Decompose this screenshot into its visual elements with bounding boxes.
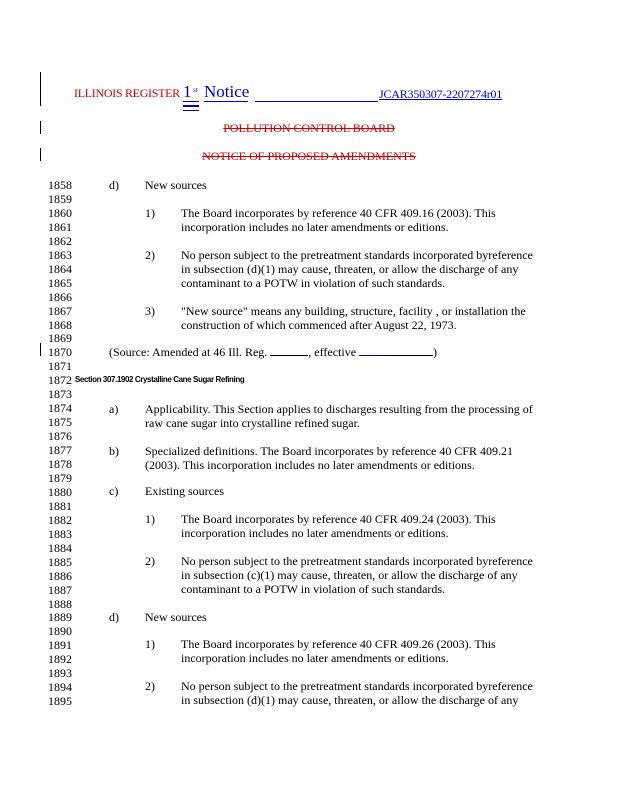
line-number: 1861 xyxy=(48,219,72,234)
line-number: 1876 xyxy=(48,429,72,444)
item-label: 2) xyxy=(145,248,155,262)
blank-volume xyxy=(270,345,308,356)
line-number: 1875 xyxy=(48,415,72,430)
notice-title: NOTICE OF PROPOSED AMENDMENTS xyxy=(202,149,416,163)
line-number: 1872 xyxy=(48,373,72,388)
line-number: 1867 xyxy=(48,303,72,318)
line-number: 1860 xyxy=(48,205,72,220)
item-text: contaminant to a POTW in violation of such standards. xyxy=(181,276,446,290)
section-heading: Section 307.1902 Crystalline Cane Sugar Refining xyxy=(75,375,245,384)
item-label: 1) xyxy=(145,637,155,651)
item-label: 2) xyxy=(145,679,155,693)
line-number: 1883 xyxy=(48,526,72,541)
edition-number: 1 xyxy=(183,82,192,101)
subsection-label: d) xyxy=(109,610,119,624)
line-number: 1871 xyxy=(48,359,72,374)
line-number: 1882 xyxy=(48,512,72,527)
item-text: No person subject to the pretreatment standards incorporated byreference xyxy=(181,554,533,568)
blank-date-inserted xyxy=(359,345,385,356)
item-text: contaminant to a POTW in violation of such standards. xyxy=(181,582,446,596)
line-number: 1886 xyxy=(48,568,72,583)
item-text: "New source" means any building, structure, facility , or installation the xyxy=(181,304,526,318)
item-label: 3) xyxy=(145,304,155,318)
subsection-text: raw cane sugar into crystalline refined sugar. xyxy=(145,416,360,430)
item-text: in subsection (d)(1) may cause, threaten, or allow the discharge of any xyxy=(181,693,519,707)
line-number: 1866 xyxy=(48,289,72,304)
line-number: 1888 xyxy=(48,596,72,611)
line-number: 1894 xyxy=(48,680,72,695)
edition-suffix: st xyxy=(193,86,198,94)
notice-label: Notice xyxy=(204,82,250,101)
subsection-label: b) xyxy=(109,444,119,458)
item-label: 1) xyxy=(145,206,155,220)
line-number: 1881 xyxy=(48,498,72,513)
item-label: 1) xyxy=(145,512,155,526)
item-text: in subsection (c)(1) may cause, threaten, or allow the discharge of any xyxy=(181,568,518,582)
subsection-label: c) xyxy=(109,484,119,498)
item-text: incorporation includes no later amendments or editions. xyxy=(181,526,449,540)
change-bar xyxy=(40,72,41,106)
line-number: 1869 xyxy=(48,331,72,346)
line-number: 1873 xyxy=(48,387,72,402)
item-text: The Board incorporates by reference 40 CFR 409.26 (2003). This xyxy=(181,637,496,651)
line-number: 1879 xyxy=(48,470,72,485)
line-number: 1889 xyxy=(48,610,72,625)
source-mid: , effective xyxy=(308,345,360,359)
subsection-label: d) xyxy=(109,178,119,192)
line-number: 1884 xyxy=(48,540,72,555)
line-number: 1863 xyxy=(48,247,72,262)
line-number: 1865 xyxy=(48,275,72,290)
change-bar xyxy=(40,343,41,356)
blank-date xyxy=(385,345,433,356)
notice-underline xyxy=(204,101,248,102)
line-number: 1878 xyxy=(48,457,72,471)
item-text: construction of which commenced after August 22, 1973. xyxy=(181,318,457,332)
item-label: 2) xyxy=(145,554,155,568)
line-number: 1891 xyxy=(48,638,72,653)
item-text: The Board incorporates by reference 40 CFR 409.24 (2003). This xyxy=(181,512,496,526)
subsection-label: a) xyxy=(109,402,119,416)
line-number: 1885 xyxy=(48,554,72,569)
line-number: 1887 xyxy=(48,582,72,597)
item-text: in subsection (d)(1) may cause, threaten, or allow the discharge of any xyxy=(181,262,519,276)
line-number: 1893 xyxy=(48,666,72,681)
line-number: 1892 xyxy=(48,652,72,667)
line-number: 1870 xyxy=(48,345,72,360)
jcar-reference: JCAR350307-2207274r01 xyxy=(379,87,503,101)
subsection-heading: Existing sources xyxy=(145,484,224,498)
item-text: incorporation includes no later amendments or editions. xyxy=(181,220,449,234)
line-number: 1858 xyxy=(48,178,72,192)
subsection-heading: New sources xyxy=(145,610,207,624)
line-number: 1862 xyxy=(48,233,72,248)
subsection-text: Specialized definitions. The Board incorporates by reference 40 CFR 409.21 xyxy=(145,444,514,458)
line-number: 1864 xyxy=(48,261,72,276)
item-text: The Board incorporates by reference 40 CFR 409.16 (2003). This xyxy=(181,206,496,220)
source-prefix: (Source: Amended at 46 Ill. Reg. xyxy=(109,345,271,359)
source-suffix: ) xyxy=(433,345,438,359)
subsection-heading: New sources xyxy=(145,178,207,192)
item-text: No person subject to the pretreatment standards incorporated byreference xyxy=(181,248,533,262)
line-number: 1874 xyxy=(48,401,72,416)
board-title: POLLUTION CONTROL BOARD xyxy=(223,121,395,135)
line-number: 1868 xyxy=(48,317,72,332)
item-text: No person subject to the pretreatment standards incorporated byreference xyxy=(181,679,533,693)
line-number: 1890 xyxy=(48,624,72,639)
line-number: 1895 xyxy=(48,694,72,709)
header-rule xyxy=(255,101,378,102)
line-number: 1880 xyxy=(48,484,72,499)
line-number: 1877 xyxy=(48,443,72,458)
double-underline xyxy=(183,106,199,111)
subsection-text: Applicability. This Section applies to discharges resulting from the processing of xyxy=(145,402,533,416)
item-text: incorporation includes no later amendments or editions. xyxy=(181,651,449,665)
subsection-text: (2003). This incorporation includes no later amendments or editions. xyxy=(145,458,475,472)
source-note xyxy=(109,345,437,359)
line-number: 1859 xyxy=(48,191,72,206)
register-title: ILLINOIS REGISTER xyxy=(74,86,180,100)
